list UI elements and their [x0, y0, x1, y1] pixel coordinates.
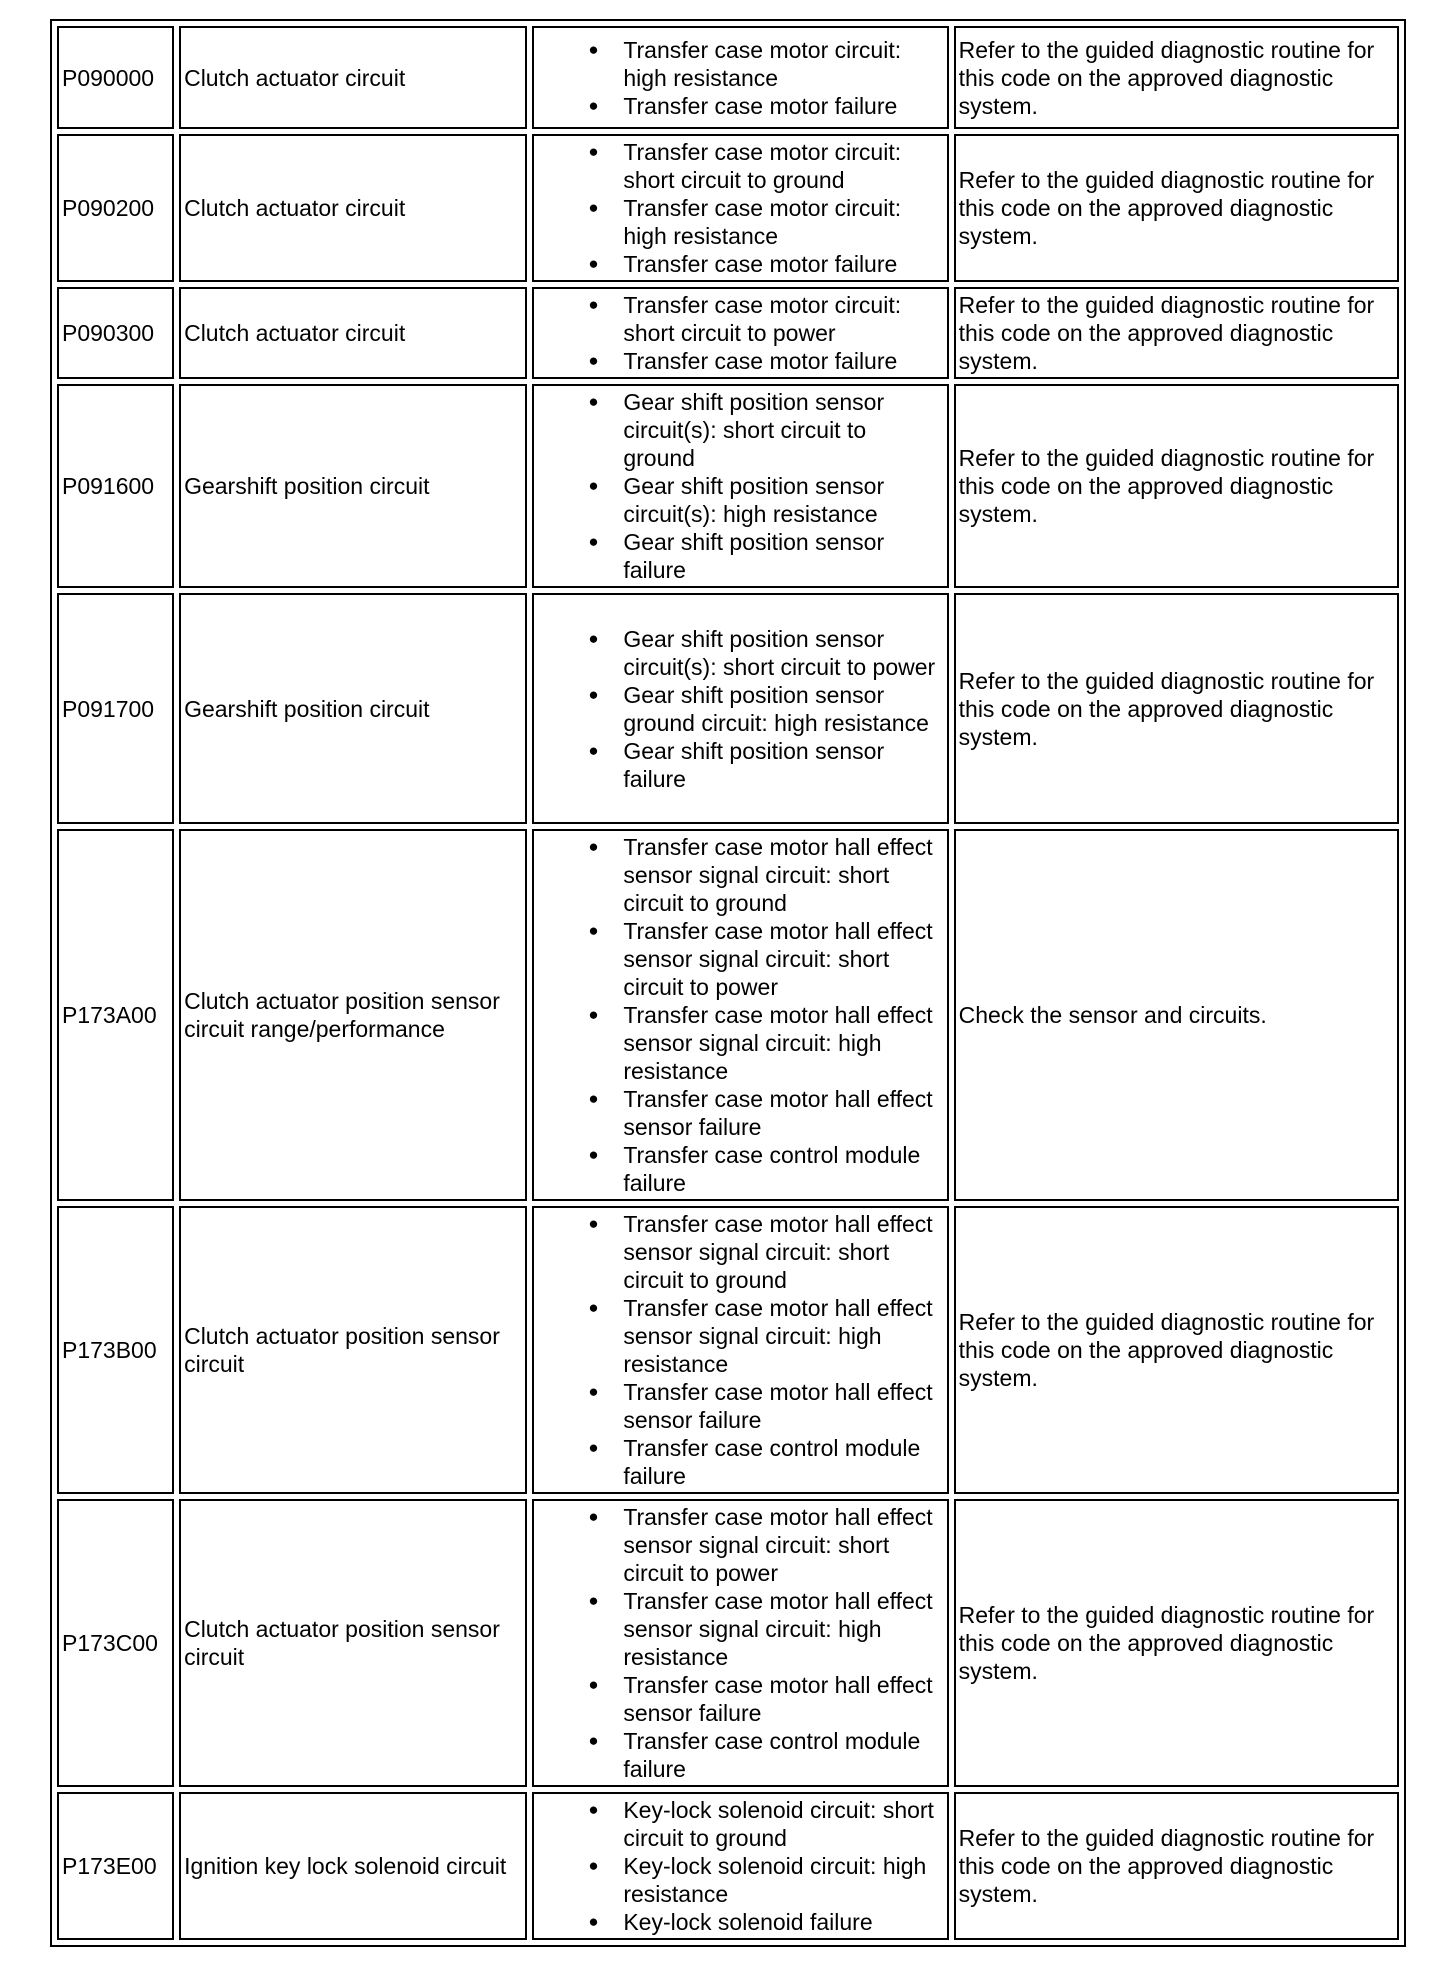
description-cell: Gearshift position circuit: [179, 593, 527, 824]
table-row: [57, 593, 1399, 824]
action-cell: Refer to the guided diagnostic routine for this code on the approved diagnostic system.: [954, 1499, 1399, 1787]
list-item: ● Transfer case motor hall effect sensor failure: [623, 1671, 943, 1727]
list-item: ● Gear shift position sensor failure: [623, 737, 943, 793]
list-item: ● Transfer case control module failure: [623, 1434, 943, 1490]
list-item: ● Transfer case motor circuit: short circuit to power: [623, 291, 943, 347]
dtc-code-cell: P091600: [57, 384, 174, 588]
possible-causes-cell: [532, 287, 948, 379]
table-row: [57, 829, 1399, 1201]
possible-causes-list: [537, 36, 943, 120]
possible-causes-cell: [532, 593, 948, 824]
list-item: ● Transfer case motor hall effect sensor signal circuit: short circuit to ground: [623, 833, 943, 917]
possible-causes-cell: [532, 1792, 948, 1940]
list-item: ● Transfer case motor hall effect sensor signal circuit: high resistance: [623, 1587, 943, 1671]
possible-causes-list: [537, 1796, 943, 1936]
possible-causes-cell: [532, 134, 948, 282]
description-cell: Clutch actuator circuit: [179, 26, 527, 129]
list-item: ● Transfer case motor failure: [623, 347, 943, 375]
table-row: [57, 1206, 1399, 1494]
dtc-code-cell: P173E00: [57, 1792, 174, 1940]
description-cell: Clutch actuator circuit: [179, 287, 527, 379]
list-item: ● Transfer case motor hall effect sensor signal circuit: short circuit to ground: [623, 1210, 943, 1294]
list-item: ● Gear shift position sensor failure: [623, 528, 943, 584]
dtc-table: [50, 19, 1406, 1947]
description-cell: Clutch actuator circuit: [179, 134, 527, 282]
list-item: ● Key-lock solenoid failure: [623, 1908, 943, 1936]
table-row: [57, 287, 1399, 379]
list-item: ● Transfer case motor hall effect sensor signal circuit: short circuit to power: [623, 917, 943, 1001]
list-item: ● Transfer case motor hall effect sensor signal circuit: high resistance: [623, 1001, 943, 1085]
action-cell: Refer to the guided diagnostic routine for this code on the approved diagnostic system.: [954, 1206, 1399, 1494]
list-item: ● Gear shift position sensor circuit(s): high resistance: [623, 472, 943, 528]
table-row: [57, 1792, 1399, 1940]
possible-causes-list: [537, 1503, 943, 1783]
dtc-code-cell: P090000: [57, 26, 174, 129]
table-row: [57, 134, 1399, 282]
dtc-code-cell: P090200: [57, 134, 174, 282]
list-item: ● Gear shift position sensor circuit(s): short circuit to power: [623, 625, 943, 681]
list-item: ● Transfer case motor circuit: high resistance: [623, 36, 943, 92]
possible-causes-list: [537, 291, 943, 375]
dtc-code-cell: P173C00: [57, 1499, 174, 1787]
list-item: ● Transfer case control module failure: [623, 1141, 943, 1197]
table-row: [57, 384, 1399, 588]
possible-causes-cell: [532, 26, 948, 129]
possible-causes-list: [537, 625, 943, 793]
list-item: ● Key-lock solenoid circuit: short circuit to ground: [623, 1796, 943, 1852]
table-row: [57, 26, 1399, 129]
action-cell: Refer to the guided diagnostic routine for this code on the approved diagnostic system.: [954, 384, 1399, 588]
description-cell: Clutch actuator position sensor circuit: [179, 1206, 527, 1494]
action-cell: Refer to the guided diagnostic routine for this code on the approved diagnostic system.: [954, 1792, 1399, 1940]
possible-causes-list: [537, 833, 943, 1197]
dtc-code-cell: P173A00: [57, 829, 174, 1201]
possible-causes-list: [537, 388, 943, 584]
list-item: ● Transfer case motor hall effect sensor signal circuit: high resistance: [623, 1294, 943, 1378]
list-item: ● Transfer case motor hall effect sensor failure: [623, 1085, 943, 1141]
list-item: ● Transfer case motor hall effect sensor signal circuit: short circuit to power: [623, 1503, 943, 1587]
list-item: ● Transfer case motor circuit: high resistance: [623, 194, 943, 250]
list-item: ● Transfer case motor hall effect sensor failure: [623, 1378, 943, 1434]
dtc-code-cell: P173B00: [57, 1206, 174, 1494]
list-item: ● Transfer case motor failure: [623, 92, 943, 120]
description-cell: Clutch actuator position sensor circuit: [179, 1499, 527, 1787]
possible-causes-cell: [532, 384, 948, 588]
list-item: ● Gear shift position sensor ground circuit: high resistance: [623, 681, 943, 737]
list-item: ● Transfer case motor circuit: short circuit to ground: [623, 138, 943, 194]
action-cell: Refer to the guided diagnostic routine for this code on the approved diagnostic system.: [954, 26, 1399, 129]
dtc-code-cell: P091700: [57, 593, 174, 824]
possible-causes-list: [537, 1210, 943, 1490]
dtc-code-cell: P090300: [57, 287, 174, 379]
action-cell: Refer to the guided diagnostic routine for this code on the approved diagnostic system.: [954, 134, 1399, 282]
action-cell: Refer to the guided diagnostic routine for this code on the approved diagnostic system.: [954, 593, 1399, 824]
table-row: [57, 1499, 1399, 1787]
description-cell: Ignition key lock solenoid circuit: [179, 1792, 527, 1940]
possible-causes-cell: [532, 1499, 948, 1787]
list-item: ● Key-lock solenoid circuit: high resistance: [623, 1852, 943, 1908]
action-cell: Check the sensor and circuits.: [954, 829, 1399, 1201]
list-item: ● Gear shift position sensor circuit(s): short circuit to ground: [623, 388, 943, 472]
description-cell: Clutch actuator position sensor circuit range/performance: [179, 829, 527, 1201]
action-cell: Refer to the guided diagnostic routine for this code on the approved diagnostic system.: [954, 287, 1399, 379]
possible-causes-cell: [532, 829, 948, 1201]
dtc-table-body: [57, 26, 1399, 1940]
possible-causes-cell: [532, 1206, 948, 1494]
description-cell: Gearshift position circuit: [179, 384, 527, 588]
list-item: ● Transfer case control module failure: [623, 1727, 943, 1783]
list-item: ● Transfer case motor failure: [623, 250, 943, 278]
possible-causes-list: [537, 138, 943, 278]
